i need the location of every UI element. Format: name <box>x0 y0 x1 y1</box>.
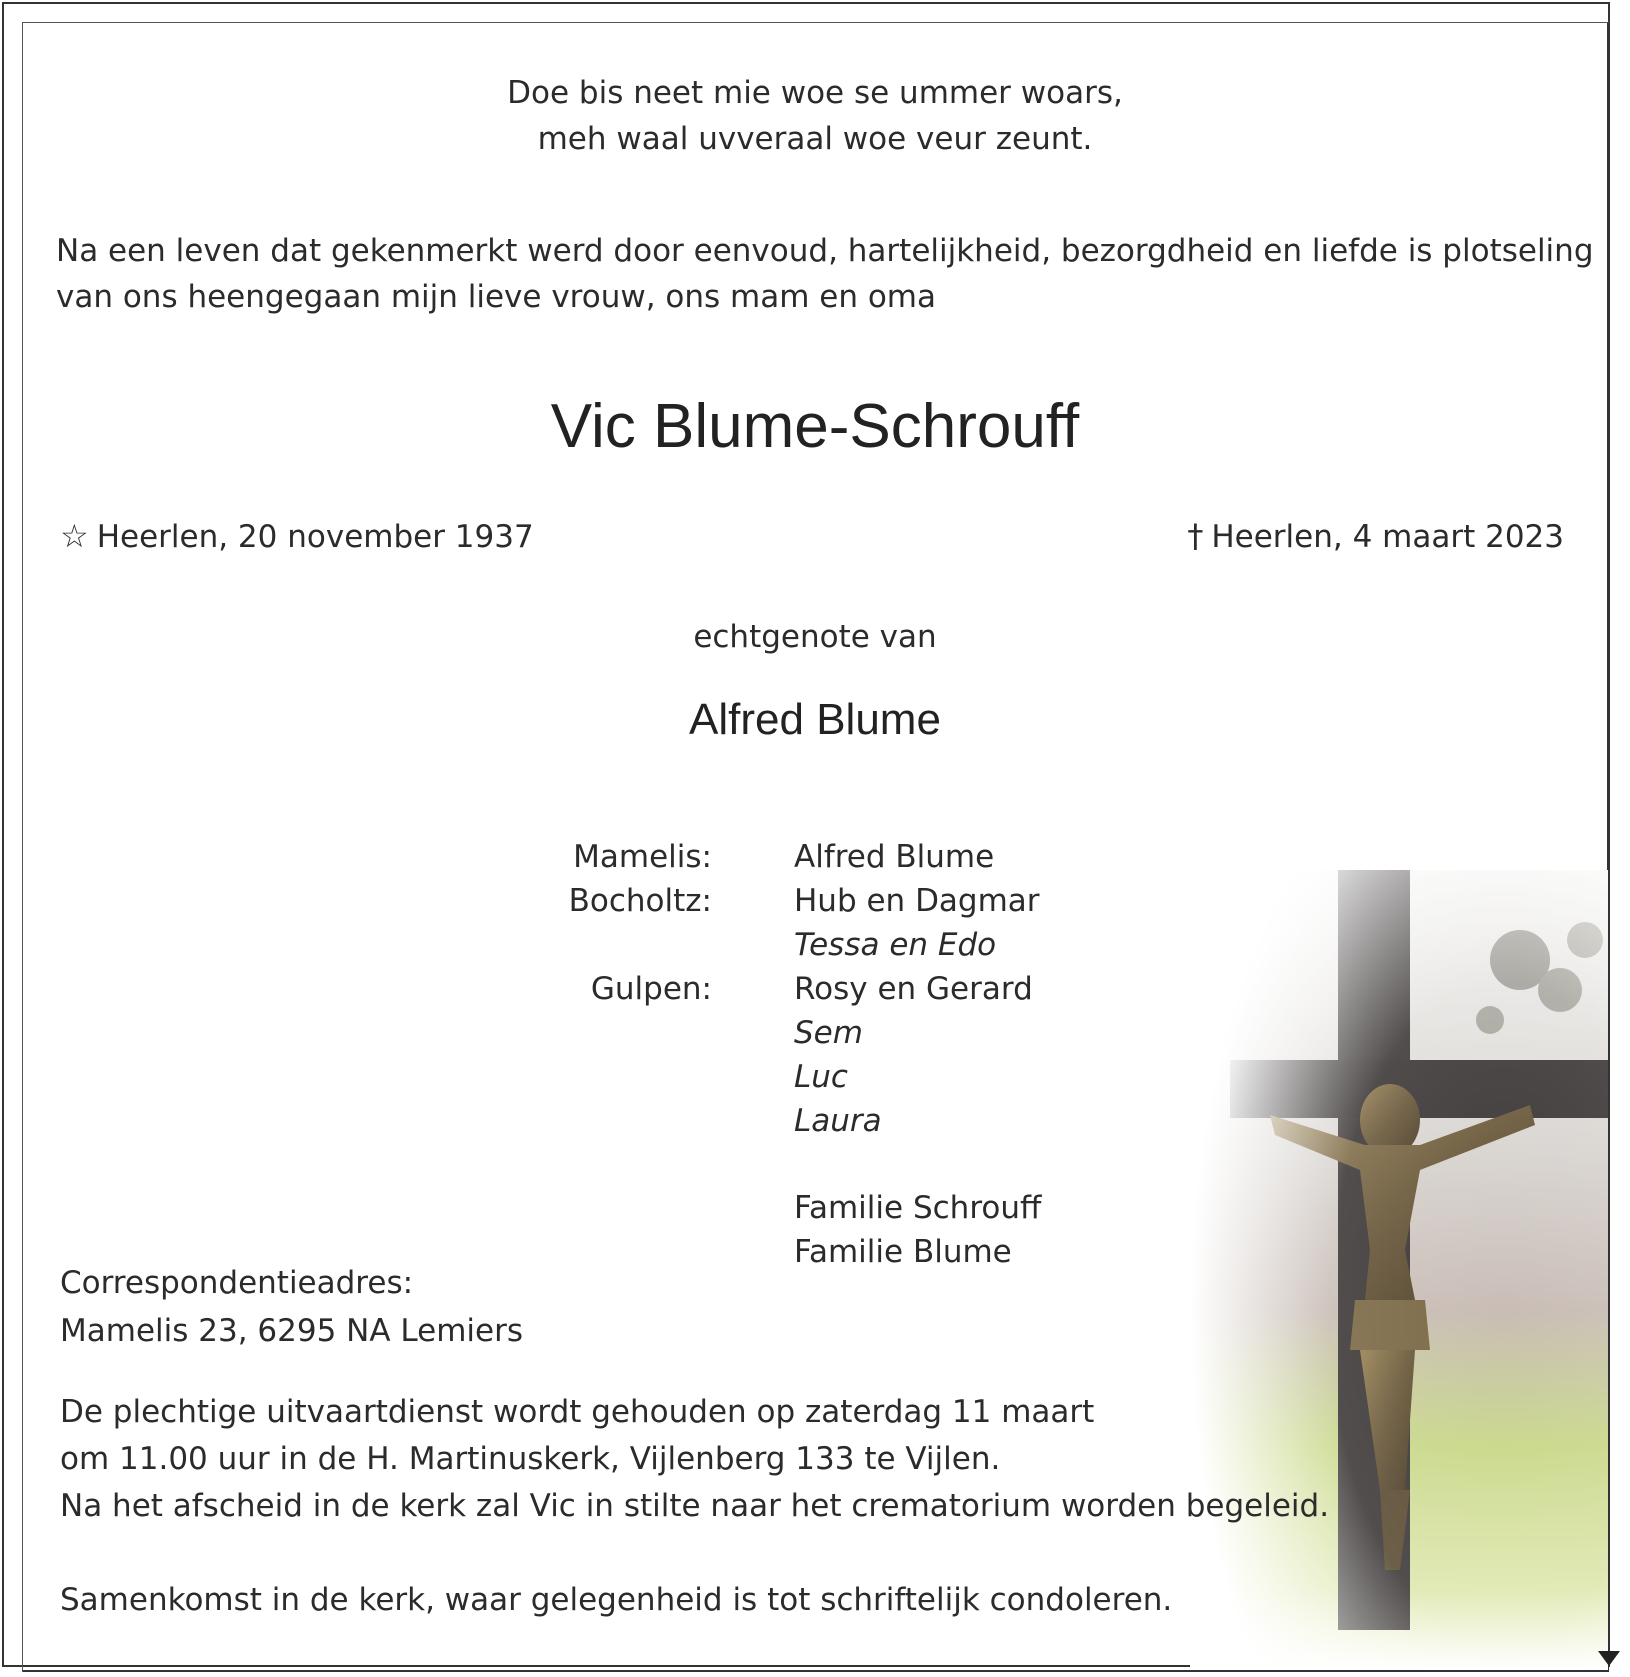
family-member: Alfred Blume <box>794 839 995 875</box>
intro-line-2: van ons heengegaan mijn lieve vrouw, ons mam en oma <box>56 279 937 315</box>
motto-line-1: Doe bis neet mie woe se ummer woars, <box>507 75 1123 111</box>
intro-line-1: Na een leven dat gekenmerkt werd door eenvoud, hartelijkheid, bezorgdheid en liefde is plotseling <box>56 233 1594 269</box>
service-line-2: om 11.00 uur in de H. Martinuskerk, Vijlenberg 133 te Vijlen. <box>60 1441 1001 1477</box>
family-location: Bocholtz: <box>568 883 712 919</box>
birth-text: Heerlen, 20 november 1937 <box>96 519 534 555</box>
extended-family: Familie Schrouff <box>794 1190 1042 1226</box>
family-member: Tessa en Edo <box>794 927 997 963</box>
spouse-name: Alfred Blume <box>689 695 941 744</box>
gathering-note: Samenkomst in de kerk, waar gelegenheid is tot schriftelijk condoleren. <box>60 1582 1173 1618</box>
family-member: Luc <box>794 1059 848 1095</box>
correspondence-address: Mamelis 23, 6295 NA Lemiers <box>60 1313 523 1349</box>
extended-family: Familie Blume <box>794 1234 1012 1270</box>
family-member: Laura <box>794 1103 882 1139</box>
scroll-down-arrow-icon[interactable] <box>1598 1651 1620 1666</box>
inner-frame-left <box>22 22 23 1672</box>
cross-icon: † <box>1187 517 1204 555</box>
family-member: Rosy en Gerard <box>794 971 1033 1007</box>
motto-line-2: meh waal uvveraal woe veur zeunt. <box>537 121 1093 157</box>
spouse-label: echtgenote van <box>693 619 937 655</box>
inner-frame-top <box>22 22 1609 23</box>
family-location: Mamelis: <box>573 839 712 875</box>
deceased-name: Vic Blume-Schrouff <box>550 392 1080 461</box>
service-line-3: Na het afscheid in de kerk zal Vic in stilte naar het crematorium worden begeleid. <box>60 1488 1330 1524</box>
birth-line <box>60 516 534 557</box>
crucifix-photo <box>1190 870 1608 1670</box>
death-line <box>1187 516 1564 557</box>
death-text: Heerlen, 4 maart 2023 <box>1211 519 1564 555</box>
family-member: Sem <box>794 1015 863 1051</box>
family-member: Hub en Dagmar <box>794 883 1040 919</box>
service-line-1: De plechtige uitvaartdienst wordt gehouden op zaterdag 11 maart <box>60 1394 1095 1430</box>
correspondence-label: Correspondentieadres: <box>60 1265 414 1301</box>
star-icon: ☆ <box>60 517 89 555</box>
family-location: Gulpen: <box>590 971 712 1007</box>
